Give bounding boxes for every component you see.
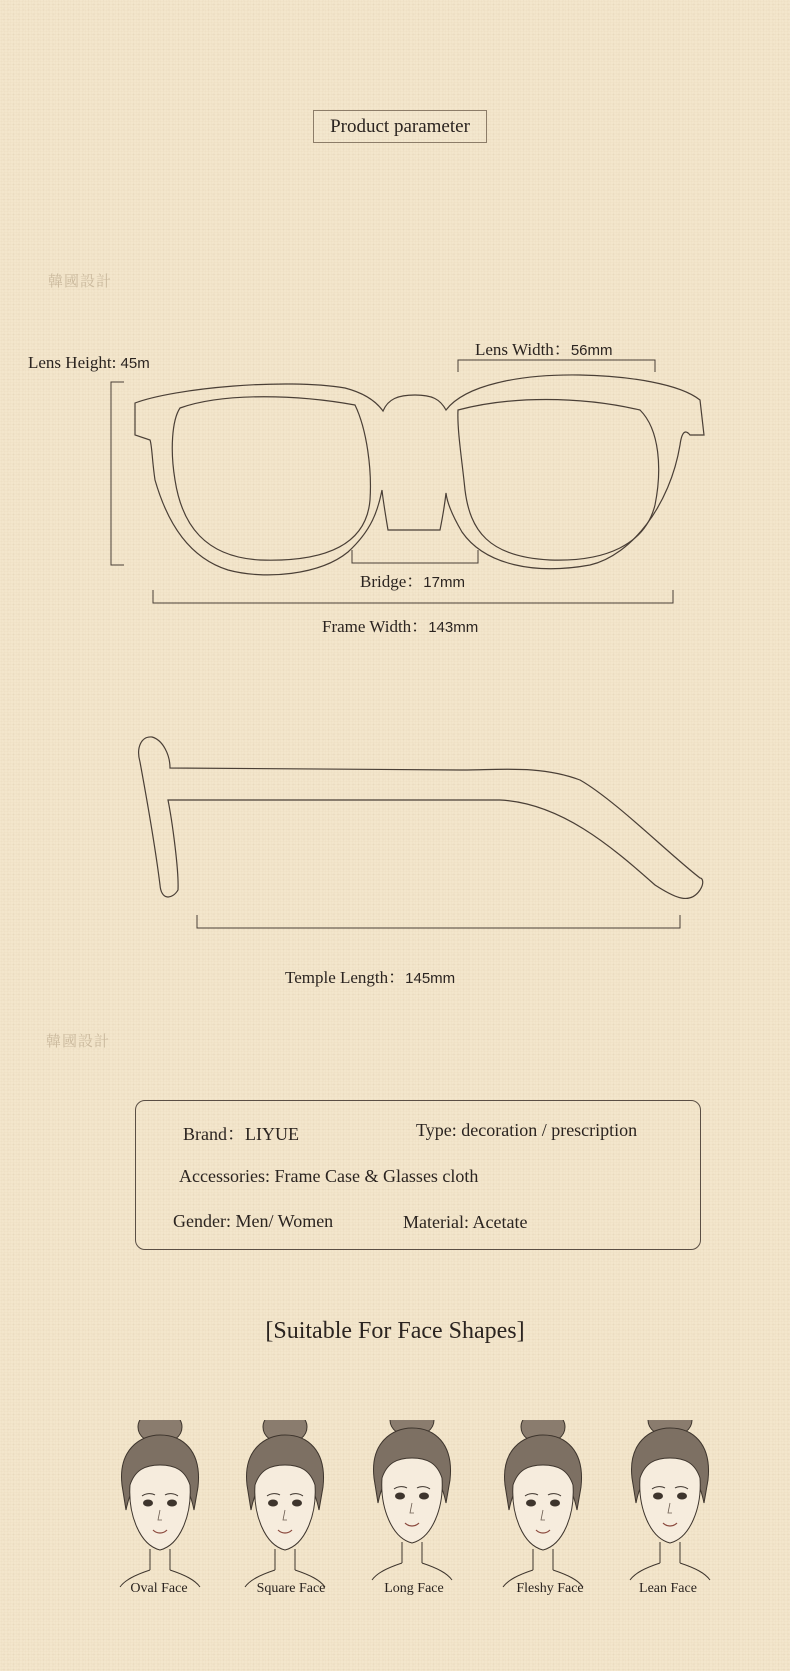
face-caption-long: Long Face — [384, 1581, 444, 1596]
frame-outline — [135, 375, 704, 575]
fleshy-face-icon — [503, 1420, 583, 1587]
face-caption-oval: Oval Face — [130, 1581, 188, 1596]
right-lens — [458, 400, 659, 561]
long-face-icon — [372, 1420, 452, 1580]
square-face-icon — [245, 1420, 325, 1587]
lean-face-icon — [630, 1420, 710, 1580]
lens-height-label-text: Lens Height: — [28, 353, 117, 372]
face-shapes-heading: [Suitable For Face Shapes] — [265, 1318, 525, 1344]
temple-length-bracket — [197, 915, 680, 928]
lens-height-value: 45m — [120, 355, 150, 372]
bridge-bracket — [352, 550, 478, 563]
spec-brand: Brand：LIYUE — [183, 1124, 299, 1144]
temple-length-label — [285, 963, 455, 988]
frame-width-label — [322, 612, 478, 637]
oval-face-icon — [120, 1420, 200, 1587]
lens-height-label — [28, 353, 150, 373]
bridge-label-text: Bridge： — [360, 572, 424, 591]
face-caption-fleshy: Fleshy Face — [516, 1581, 584, 1596]
temple-side-diagram — [0, 700, 790, 960]
temple-length-label-text: Temple Length： — [285, 968, 406, 987]
spec-material: Material: Acetate — [403, 1212, 528, 1232]
frame-width-value: 143mm — [428, 619, 479, 636]
bridge-value: 17mm — [423, 574, 465, 591]
watermark-middle: 韓國設計 — [46, 1032, 111, 1050]
bridge-label — [360, 567, 465, 592]
lens-width-label — [475, 335, 613, 360]
lens-width-value: 56mm — [570, 342, 613, 359]
lens-height-bracket — [111, 382, 124, 565]
spec-accessories: Accessories: Frame Case & Glasses cloth — [179, 1166, 479, 1186]
lens-width-label-text: Lens Width： — [475, 340, 571, 359]
watermark-top: 韓國設計 — [48, 272, 113, 290]
frame-width-label-text: Frame Width： — [322, 617, 429, 636]
spec-type: Type: decoration / prescription — [416, 1120, 638, 1140]
temple-arm-outline — [139, 737, 703, 899]
lens-width-bracket — [458, 360, 655, 372]
glasses-front-diagram — [0, 0, 790, 660]
page-title: Product parameter — [313, 110, 487, 143]
temple-length-value: 145mm — [405, 970, 456, 987]
spec-gender: Gender: Men/ Women — [173, 1211, 334, 1231]
face-illustrations — [0, 1420, 790, 1590]
face-caption-square: Square Face — [256, 1581, 326, 1596]
left-lens — [172, 397, 370, 560]
face-caption-lean: Lean Face — [639, 1581, 697, 1596]
